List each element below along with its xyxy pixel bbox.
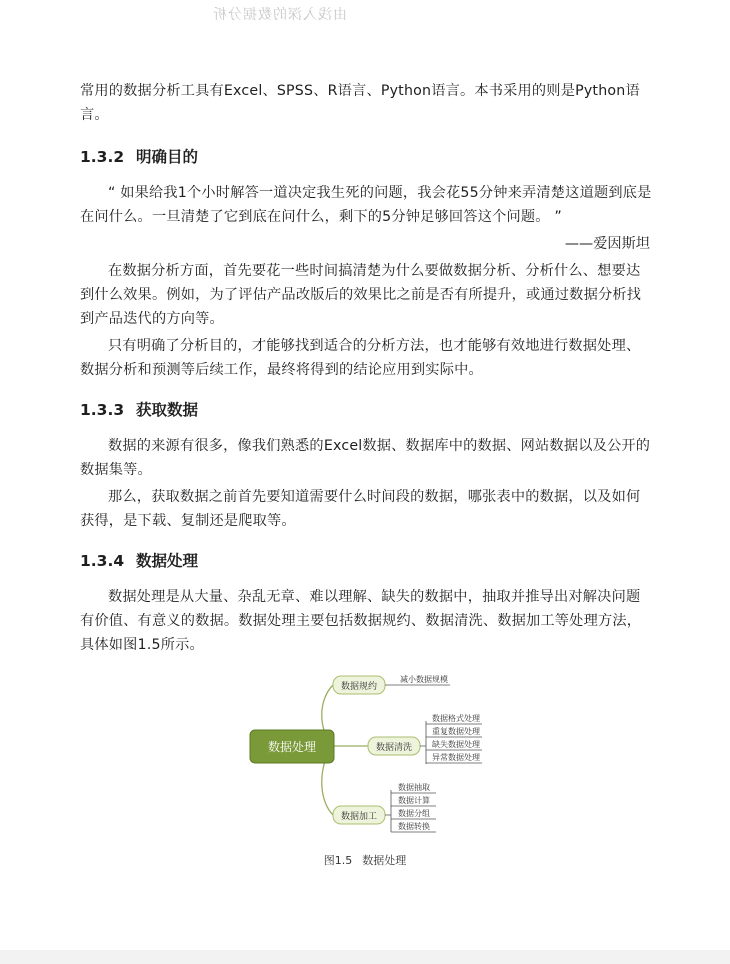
leaf-outlier: 异常数据处理 bbox=[432, 753, 480, 762]
leaf-extract: 数据抽取 bbox=[398, 783, 430, 792]
purpose-paragraph-1: 在数据分析方面，首先要花一些时间搞清楚为什么要做数据分析、分析什么、想要达到什么效果。例如，为了评估产品改版后的效果比之前是否有所提升，或通过数据分析找到产品迭代的方向等。 bbox=[80, 263, 642, 327]
einstein-quote: “ 如果给我1个小时解答一道决定我生死的问题，我会花55分钟来弄清楚这道题到底是在问什么。一旦清楚了它到底在问什么，剩下的5分钟足够回答这个问题。 ” bbox=[80, 185, 652, 225]
processing-paragraph: 数据处理是从大量、杂乱无章、难以理解、缺失的数据中，抽取并推导出对解决问题有价值、有意义的数据。数据处理主要包括数据规约、数据清洗、数据加工等处理方法，具体如图1.5所示。 bbox=[80, 589, 642, 653]
leaf-duplicate: 重复数据处理 bbox=[432, 727, 480, 736]
acquire-paragraph-2: 那么，获取数据之前首先要知道需要什么时间段的数据，哪张表中的数据，以及如何获得，是下载、复制还是爬取等。 bbox=[80, 489, 641, 529]
figure-number: 图1.5 bbox=[323, 854, 353, 867]
leaf-reduce-size: 减小数据规模 bbox=[400, 675, 448, 684]
figure-caption bbox=[0, 852, 730, 868]
heading-title: 数据处理 bbox=[136, 552, 199, 570]
heading-number: 1.3.4 bbox=[80, 552, 125, 570]
leaf-group: 数据分组 bbox=[398, 809, 430, 818]
branch-label-processing: 数据加工 bbox=[340, 812, 378, 822]
heading-title: 获取数据 bbox=[136, 401, 199, 419]
heading-title: 明确目的 bbox=[136, 148, 199, 166]
leaf-bracket bbox=[385, 790, 391, 832]
intro-paragraph: 常用的数据分析工具有Excel、SPSS、R语言、Python语言。本书采用的则是Python语言。 bbox=[80, 83, 640, 123]
purpose-paragraph-2: 只有明确了分析目的，才能够找到适合的分析方法，也才能够有效地进行数据处理、数据分析和预测等后续工作，最终将得到的结论应用到实际中。 bbox=[80, 338, 641, 378]
leaf-convert: 数据转换 bbox=[398, 822, 430, 831]
heading-number: 1.3.2 bbox=[80, 148, 125, 166]
root-node-label: 数据处理 bbox=[267, 740, 317, 754]
page-bottom-edge bbox=[0, 950, 730, 964]
leaf-missing: 缺失数据处理 bbox=[432, 740, 480, 749]
bleed-through-text: 由浅入深的数据分析 bbox=[212, 7, 347, 23]
quote-author: ——爱因斯坦 bbox=[564, 236, 650, 252]
branch-label-reduction: 数据规约 bbox=[340, 682, 378, 692]
figure-title: 数据处理 bbox=[362, 854, 407, 867]
acquire-paragraph-1: 数据的来源有很多，像我们熟悉的Excel数据、数据库中的数据、网站数据以及公开的数据集等。 bbox=[80, 438, 651, 478]
branch-label-cleaning: 数据清洗 bbox=[375, 743, 413, 753]
heading-number: 1.3.3 bbox=[80, 401, 125, 419]
leaf-bracket bbox=[420, 721, 426, 764]
leaf-compute: 数据计算 bbox=[398, 796, 430, 805]
leaf-format: 数据格式处理 bbox=[432, 714, 480, 723]
